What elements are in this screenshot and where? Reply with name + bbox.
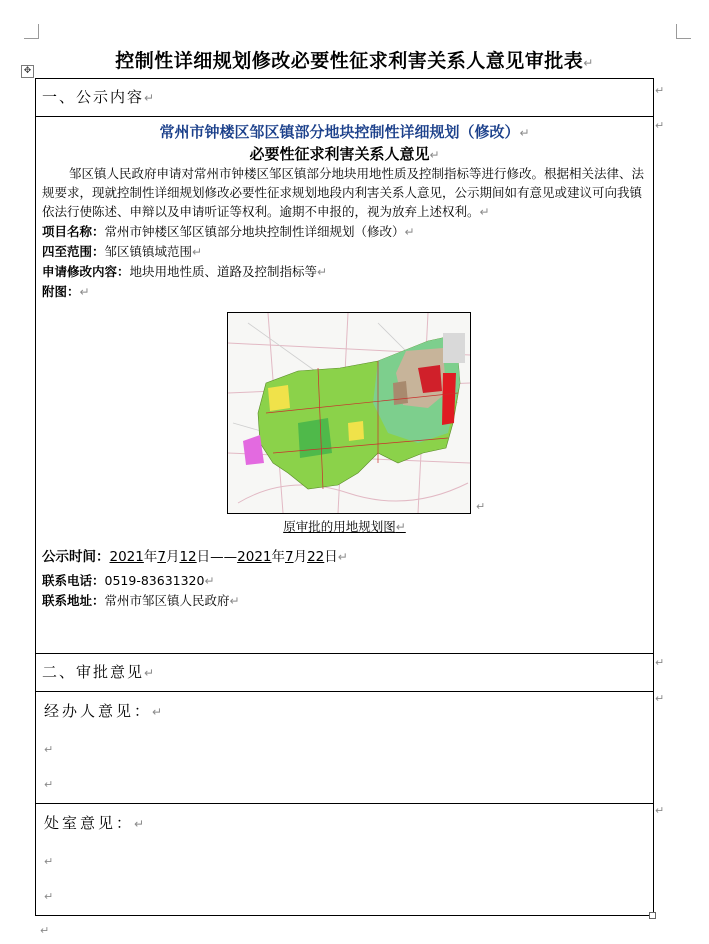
office-opinion-box[interactable]: 处室意见：↵ ↵ ↵ — [36, 804, 654, 916]
land-use-map-image — [228, 313, 470, 513]
section-approval-heading: 二、审批意见↵ — [36, 654, 654, 692]
row-end-mark: ↵ — [655, 692, 665, 705]
notice-subtitle-project: 常州市钟楼区邹区镇部分地块控制性详细规划（修改）↵ — [159, 123, 530, 141]
row-end-mark: ↵ — [655, 656, 665, 669]
notice-period-field: 公示时间：2021年7月12日——2021年7月22日↵ — [42, 549, 348, 565]
contact-phone-field: 联系电话：0519-83631320↵ — [42, 573, 215, 588]
document-end-mark: ↵ — [40, 924, 50, 937]
form-title: 控制性详细规划修改必要性征求利害关系人意见审批表↵ — [115, 50, 594, 72]
land-use-plan-map — [227, 312, 471, 514]
page-corner-mark-right — [676, 24, 691, 39]
table-resize-handle[interactable] — [649, 912, 656, 919]
row-end-mark: ↵ — [655, 804, 665, 817]
office-opinion-label: 处室意见： — [44, 814, 135, 832]
contact-address-field: 联系地址：常州市邹区镇人民政府↵ — [42, 593, 240, 608]
handler-opinion-label: 经办人意见： — [44, 702, 153, 720]
row-end-mark: ↵ — [655, 84, 665, 97]
notice-subtitle-purpose: 必要性征求利害关系人意见↵ — [249, 145, 440, 163]
approval-form-table — [35, 78, 654, 916]
section-public-notice-heading: 一、公示内容↵ — [36, 79, 654, 117]
project-name-field: 项目名称：常州市钟楼区邹区镇部分地块控制性详细规划（修改）↵ — [42, 224, 415, 239]
attachment-label: 附图：↵ — [42, 284, 90, 299]
table-move-handle-icon[interactable]: ✥ — [21, 65, 34, 78]
page-corner-mark-left — [24, 24, 39, 39]
row-end-mark: ↵ — [655, 119, 665, 132]
handler-opinion-box[interactable]: 经办人意见：↵ ↵ ↵ — [36, 692, 654, 804]
notice-body-text: 邹区镇人民政府申请对常州市钟楼区邹区镇部分地块用地性质及控制指标等进行修改。根据相关法律、法规要求，现就控制性详细规划修改必要性征求规划地段内利害关系人意见，公示期间如有意见或建议可向我镇依法行使陈述、申辩以及申请听证等权利。逾期不申报的，视为放弃上述权利。↵ — [42, 166, 645, 219]
scope-field: 四至范围：邹区镇镇域范围↵ — [42, 244, 203, 259]
public-notice-content — [36, 117, 654, 654]
map-caption: 原审批的用地规划图↵ — [283, 519, 406, 534]
map-end-mark: ↵ — [476, 500, 486, 513]
modification-content-field: 申请修改内容：地块用地性质、道路及控制指标等↵ — [42, 264, 328, 279]
